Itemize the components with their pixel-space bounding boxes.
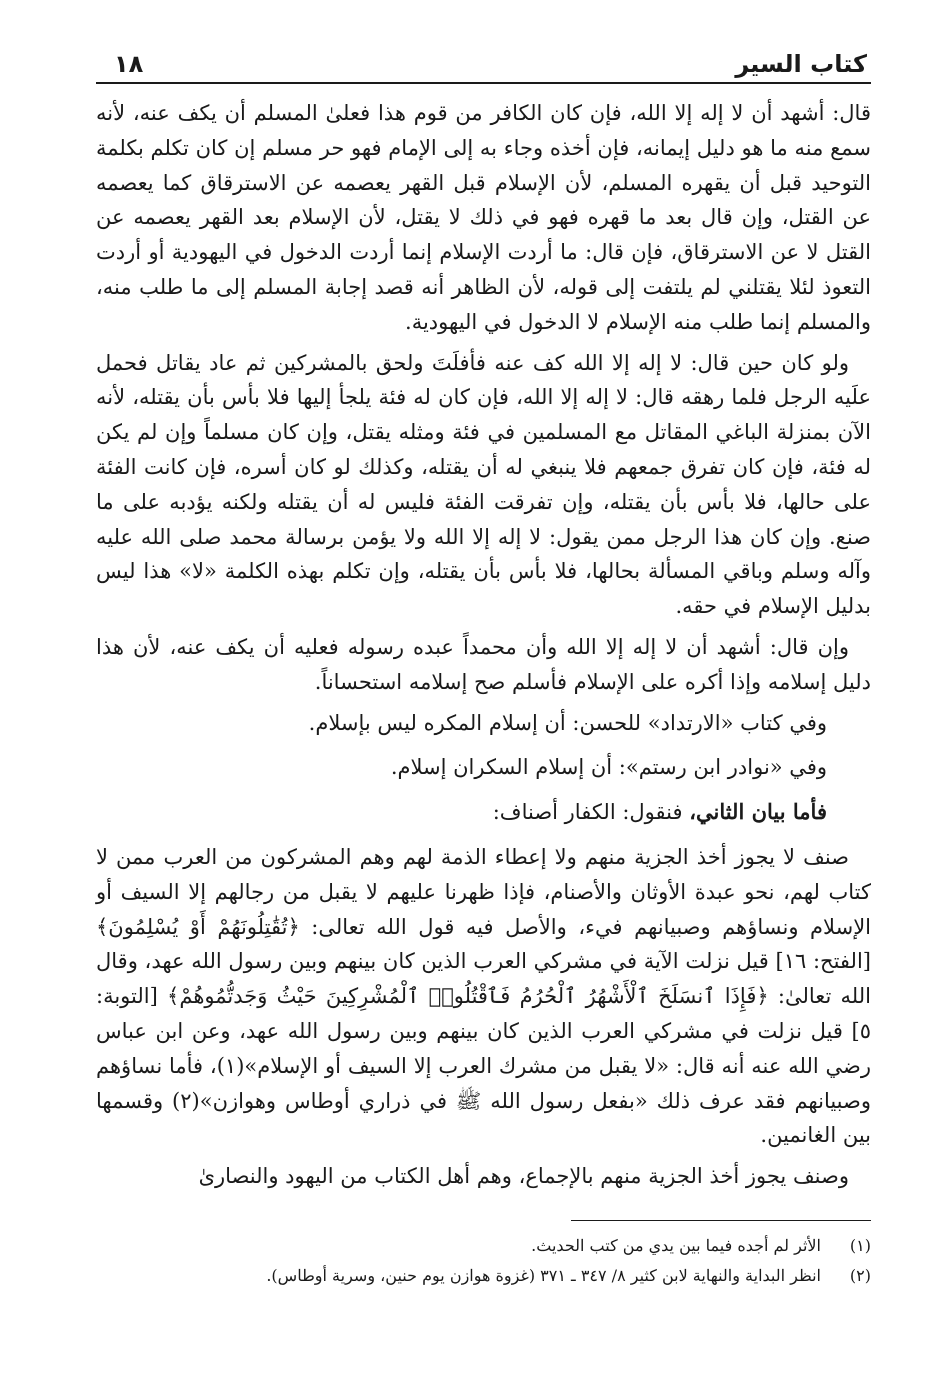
running-title: كتاب السير [735, 50, 867, 78]
footnotes [96, 1231, 871, 1291]
paragraph-5: وفي «نوادر ابن رستم»: أن إسلام السكران إسلام. [390, 755, 827, 780]
footnote-divider [571, 1220, 871, 1221]
page-header [96, 34, 871, 84]
section-heading-rest: فنقول: الكفار أصناف: [492, 800, 690, 825]
page-number: ١٨ [114, 50, 144, 78]
section-heading: فأما بيان الثاني، [689, 799, 827, 825]
footnote-1 [96, 1231, 871, 1261]
main-text [96, 96, 871, 1194]
footnote-2 [96, 1261, 871, 1291]
footnote-number: (١) [849, 1235, 871, 1255]
paragraph-8: وصنف يجوز أخذ الجزية منهم بالإجماع، وهم أهل الكتاب من اليهود والنصارىٰ [198, 1164, 849, 1189]
paragraph-2: ولو كان حين قال: لا إله إلا الله كف عنه فأفلَتَ ولحق بالمشركين ثم عاد يقاتل فحمل علَيه الرجل فلما رهقه قال: لا إله إلا الله، فإن كان له فئة يلجأ إليها فلا بأس بأن يقتله، لأنه الآن بمنزلة الباغي المقاتل مع المسلمين في فئة ومثله يقتل، وإن كان مسلماً وإن لم يكن له فئة، فإن كان تفرق جمعهم فلا ينبغي له أن يقتله، وكذلك لو كان أسره، فإن كانت الفئة على حالها، فلا بأس بأن يقتله، وإن تفرقت الفئة فليس له أن يقتله ولكنه يؤدبه على ما صنع. وإن كان هذا الرجل ممن يقول: لا إله إلا الله ولا يؤمن برسالة محمد صلى الله عليه وآله وسلم وباقي المسألة بحالها، فلا بأس بأن يقتله، وإن تكلم بهذه الكلمة «لا» هذا ليس بدليل الإسلام في حقه. [96, 350, 871, 619]
footnote-number: (٢) [849, 1265, 871, 1285]
footnote-text: انظر البداية والنهاية لابن كثير ٨/ ٣٤٧ ـ ٣٧١ (غزوة هوازن يوم حنين، وسرية أوطاس). [266, 1265, 821, 1285]
paragraph-3: وإن قال: أشهد أن لا إله إلا الله وأن محمداً عبده رسوله فعليه أن يكف عنه، لأن هذا دليل إسلامه وإذا أكره على الإسلام فأسلم صح إسلامه استحساناً. [96, 634, 871, 694]
footnote-text: الأثر لم أجده فيما بين يدي من كتب الحديث. [531, 1235, 821, 1255]
paragraph-7: صنف لا يجوز أخذ الجزية منهم ولا إعطاء الذمة لهم وهم المشركون من العرب ممن لا كتاب لهم، نحو عبدة الأوثان والأصنام، فإذا ظهرنا عليهم لا يقبل من رجالهم إلا السيف أو الإسلام ونساؤهم وصبيانهم فيء، والأصل فيه قول الله تعالى: ﴿تُقَٰتِلُونَهُمْ أَوْ يُسْلِمُونَ﴾ [الفتح: ١٦] قيل نزلت الآية في مشركي العرب الذين كان بينهم وبين رسول الله عهد، وقال الله تعالىٰ: ﴿فَإِذَا ٱنسَلَخَ ٱلْأَشْهُرُ ٱلْحُرُمُ فَٱقْتُلُوا۟ ٱلْمُشْرِكِينَ حَيْثُ وَجَدتُّمُوهُمْ﴾ [التوبة: ٥] قيل نزلت في مشركي العرب الذين كان بينهم وبين رسول الله عهد، وعن ابن عباس رضي الله عنه أنه قال: «لا يقبل من مشرك العرب إلا السيف أو الإسلام»(١)، فأما نساؤهم وصبيانهم فقد عرف ذلك «بفعل رسول الله ﷺ في ذراري أوطاس وهوازن»(٢) وقسمها بين الغانمين. [96, 844, 871, 1148]
paragraph-1: قال: أشهد أن لا إله إلا الله، فإن كان الكافر من قوم هذا فعلىٰ المسلم أن يكف عنه، لأنه سمع منه ما هو دليل إيمانه، فإن أخذه وجاء به إلى الإمام فهو حر مسلم إن كان تكلم بكلمة التوحيد قبل أن يقهره المسلم، لأن الإسلام قبل القهر يعصمه عن الاسترقاق كما يعصمه عن القتل، وإن قال بعد ما قهره فهو في ذلك لا يقتل، لأن الإسلام بعد القهر يعصمه عن القتل لا عن الاسترقاق، فإن قال: ما أردت الإسلام إنما أردت الدخول في اليهودية أو أردت التعوذ لئلا يقتلني لم يلتفت إلى قوله، لأن الظاهر أنه قصد إجابة المسلم إلى ما طلب منه، والمسلم إنما طلب منه الإسلام لا الدخول في اليهودية. [96, 101, 871, 334]
paragraph-6 [96, 795, 871, 830]
paragraph-4: وفي كتاب «الارتداد» للحسن: أن إسلام المكره ليس بإسلام. [308, 710, 827, 735]
